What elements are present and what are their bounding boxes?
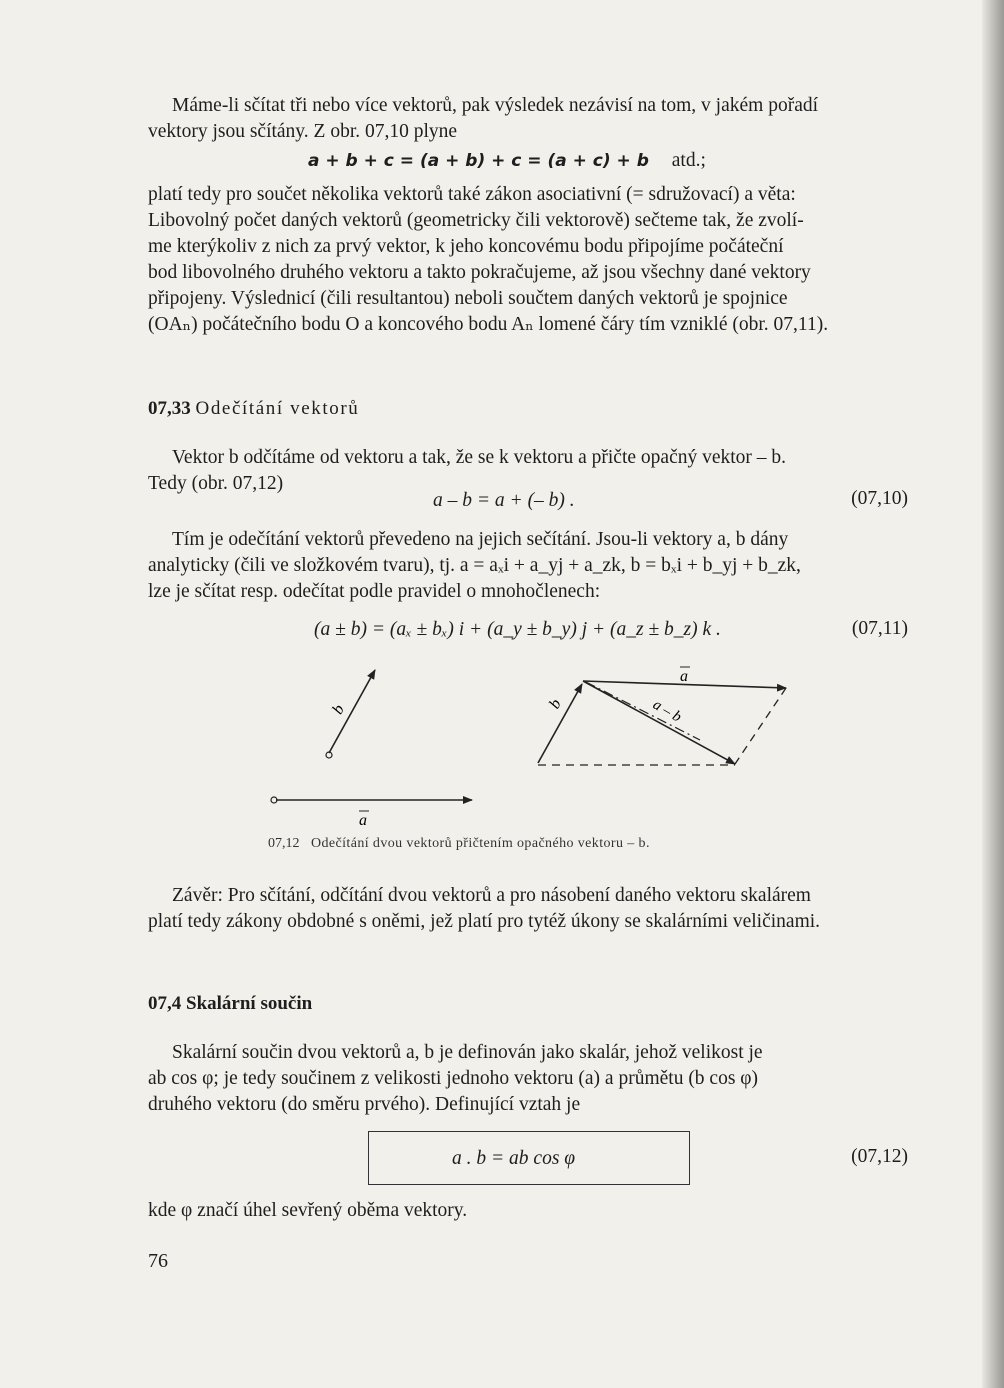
text-line: bod libovolného druhého vektoru a takto pokračujeme, až jsou všechny dané vektory [148, 262, 811, 283]
text-line: druhého vektoru (do směru prvého). Definující vztah je [148, 1094, 581, 1115]
equation-0712: a . b = ab cos φ [452, 1148, 576, 1169]
parallelogram-vector-a-minus-b [583, 681, 735, 764]
text-line: platí tedy pro součet několika vektorů také zákon asociativní (= sdružovací) a věta: [148, 184, 796, 205]
page-number: 76 [148, 1250, 168, 1272]
paragraph-scalar-product [148, 1040, 908, 1118]
section-title: Odečítání vektorů [195, 398, 360, 419]
equation-formula: a + b + c = (a + b) + c = (a + c) + b [308, 151, 649, 171]
equation-0711: (a ± b) = (aₓ ± bₓ) i + (a_y ± b_y) j + (a_z ± b_z) k . [314, 619, 721, 640]
text-line: (OAₙ) počátečního bodu O a koncového bodu Aₙ lomené čáry tím vzniklé (obr. 07,11). [148, 314, 829, 335]
text-line: Vektor b odčítáme od vektoru a tak, že se k vektoru a přičte opačný vektor – b. [172, 447, 787, 468]
text-line: Tedy (obr. 07,12) [148, 473, 284, 494]
text-line: vektory jsou sčítány. Z obr. 07,10 plyne [148, 121, 458, 142]
equation-0710: a – b = a + (– b) . [433, 490, 575, 511]
text-line: analyticky (čili ve složkovém tvaru), tj. a = aₓi + a_yj + a_zk, b = bₓi + b_yj + b_zk, [148, 555, 801, 576]
parallelogram-dashed-right [735, 688, 786, 764]
paragraph-angle [148, 1198, 908, 1224]
text-line: Máme-li sčítat tři nebo více vektorů, pak výsledek nezávisí na tom, v jakém pořadí [172, 95, 819, 116]
label-b-right: b [546, 696, 565, 712]
text-line: lze je sčítat resp. odečítat podle pravidel o mnohočlenech: [148, 581, 601, 602]
section-number: 07,33 [148, 398, 191, 419]
section-heading-074 [148, 993, 312, 1015]
equation-number-0712: (07,12) [851, 1146, 908, 1167]
text-line: Tím je odečítání vektorů převedeno na jejich sečítání. Jsou-li vektory a, b dány [172, 529, 789, 550]
label-a: a [359, 812, 367, 829]
text-line: připojeny. Výslednicí (čili resultantou) neboli součtem daných vektorů je spojnice [148, 288, 788, 309]
caption-number: 07,12 [268, 836, 300, 851]
text-line: platí tedy zákony obdobné s oněmi, jež platí pro tytéž úkony se skalárními veličinami. [148, 911, 821, 932]
label-a-top: a [680, 668, 688, 685]
text-line: kde φ značí úhel sevřený oběma vektory. [148, 1200, 468, 1221]
label-b: b [329, 701, 348, 718]
equation-suffix: atd.; [671, 150, 706, 171]
parallelogram-vector-b [538, 684, 582, 763]
text-line: me kterýkoliv z nich za prvý vektor, k jeho koncovému bodu připojíme počáteční [148, 236, 784, 257]
text-line: ab cos φ; je tedy součinem z velikosti jednoho vektoru (a) a průmětu (b cos φ) [148, 1068, 759, 1089]
section-title: Skalární součin [186, 993, 313, 1014]
label-a-minus-b: a – b [650, 696, 685, 726]
equation-number-0710: (07,10) [851, 488, 908, 509]
equation-number-0711: (07,11) [851, 618, 908, 639]
text-line: Skalární součin dvou vektorů a, b je definován jako skalár, jehož velikost je [172, 1042, 763, 1063]
text-line: Libovolný počet daných vektorů (geometricky čili vektorově) sečteme tak, že zvolí- [148, 210, 804, 231]
caption-text: Odečítání dvou vektorů přičtením opačného vektoru – b. [311, 836, 650, 851]
figure-caption [268, 836, 650, 852]
section-number: 07,4 [148, 993, 182, 1014]
paragraph-conclusion [148, 883, 908, 935]
text-line: Závěr: Pro sčítání, odčítání dvou vektorů a pro násobení daného vektoru skalárem [172, 885, 811, 906]
